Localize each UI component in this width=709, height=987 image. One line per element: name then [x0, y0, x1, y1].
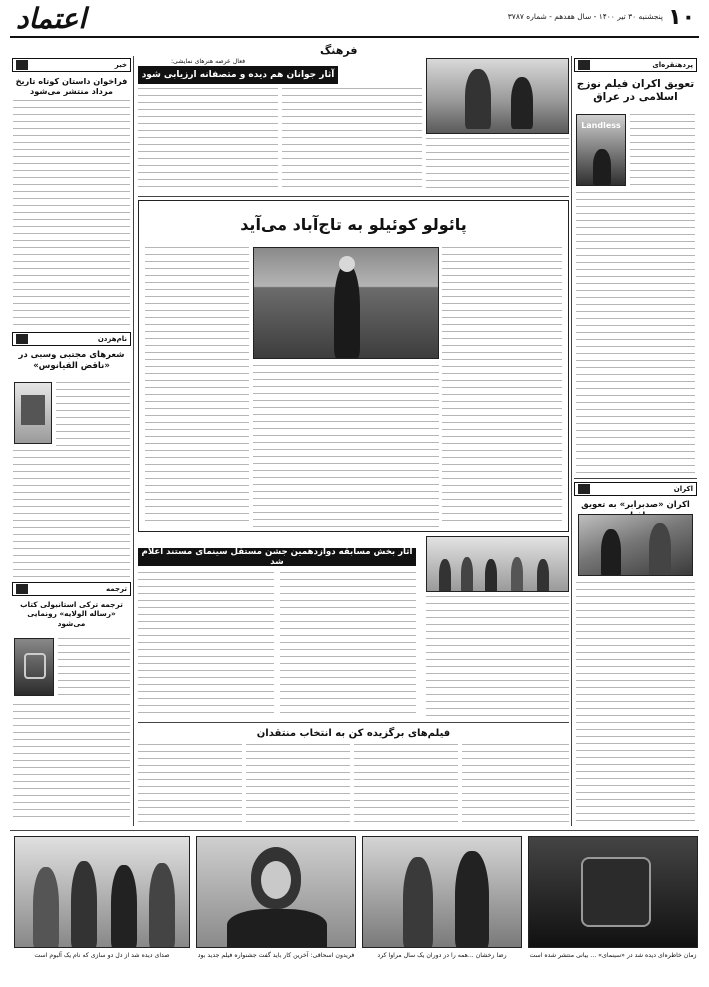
family-figure-a	[33, 867, 59, 948]
left-headline-3[interactable]: ترجمه ترکی استانبولی کتاب «رساله الولایه» رونمایی می‌شود	[20, 600, 123, 628]
festival-headline[interactable]: آثار بخش مسابقه دوازدهمین جشن مستقل سینمای مستند اعلام شد	[138, 548, 416, 566]
main-story-headline[interactable]: پائولو کوئیلو به تاج‌آباد می‌آید	[240, 215, 467, 234]
crowd-figure-c	[485, 559, 497, 592]
main-story-text-left	[145, 247, 249, 527]
main-story-text-middle	[253, 365, 439, 527]
top-story-text-b	[282, 88, 422, 188]
left-article-text-b	[56, 382, 130, 448]
book-cover-band	[21, 395, 45, 425]
films-text-b	[246, 744, 350, 822]
festival-text-c	[426, 596, 569, 716]
book-cover-poetry	[14, 382, 52, 444]
book-cover-translation	[14, 638, 54, 696]
mid-divider-2	[138, 722, 569, 723]
crowd-figure-a	[439, 559, 451, 592]
photo-figure-a	[601, 529, 621, 576]
portrait-face	[261, 861, 291, 899]
festival-photo	[426, 536, 569, 592]
woman-figure-b	[455, 851, 489, 948]
films-headline[interactable]: فیلم‌های برگزیده کن به انتخاب منتقدان	[256, 728, 451, 739]
bottom-caption-2: رضا رخشان ...همه را در دوران یک سال مراوا کرد	[377, 952, 507, 959]
section-icon-2	[578, 484, 590, 494]
cd-cover	[581, 857, 651, 927]
bottom-caption-1: زمان خاطره‌ای دیده شد در «سینمای» ... بیانی منتشر شده است	[529, 952, 697, 959]
right-article-text-a	[630, 114, 695, 188]
crowd-figure-e	[537, 559, 549, 592]
left-tag-3	[12, 582, 131, 596]
portrait-shoulders	[227, 909, 327, 948]
poster-title: Landless	[581, 121, 621, 130]
left-headline-1[interactable]: فراخوان داستان کوتاه تاریخ مرداد منتشر می‌شود	[15, 76, 128, 97]
right-headline-1[interactable]: تعویق اکران فیلم نوزج اسلامی در عراق	[576, 78, 695, 104]
actor-figure-b	[511, 77, 533, 129]
right-tag-2-label: اکران	[673, 485, 693, 493]
top-story-text-a	[138, 88, 278, 188]
family-figure-b	[71, 861, 97, 948]
left-tag-1-label: خبر	[114, 61, 127, 69]
newspaper-logo: اعتماد	[16, 2, 87, 35]
left-tag-2	[12, 332, 131, 346]
bottom-caption-4: صدای دیده شد از دل دو سازی که نام یک آلبوم است	[34, 952, 170, 959]
right-article-text-c	[576, 582, 695, 822]
sadbarabar-photo	[578, 514, 693, 576]
films-text-c	[354, 744, 458, 822]
main-story-text-right	[442, 247, 562, 527]
bottom-photo-3	[196, 836, 356, 948]
bottom-caption-3: فریدون اسحاقی: آخرین کار باید گفت جشنواره فیلم جدید بود	[197, 952, 355, 959]
paulo-coelho-photo	[253, 247, 439, 359]
book-cover-medallion	[24, 653, 46, 679]
films-text-a	[138, 744, 242, 822]
left-column	[10, 56, 134, 826]
left-tag-3-label: ترجمه	[106, 585, 127, 593]
section-title: فرهنگ	[320, 44, 358, 57]
section-icon-3	[16, 60, 28, 70]
issue-line: پنجشنبه ۳۰ تیر ۱۴۰۰ - سال هفدهم - شماره ۳۷۸۷	[507, 12, 663, 21]
right-tag-1	[574, 58, 697, 72]
bottom-strip-rule	[10, 830, 699, 831]
festival-text-b	[280, 572, 416, 716]
family-figure-d	[149, 863, 175, 948]
right-tag-1-label: پردهنقره‌ای	[652, 61, 693, 69]
left-article-text-c	[13, 450, 130, 578]
middle-column	[138, 56, 569, 826]
photo-figure-b	[649, 523, 671, 576]
actor-figure-a	[465, 69, 491, 129]
films-text-d	[462, 744, 569, 822]
right-headline-2[interactable]: اکران «صدبرابر» به تعویق	[581, 500, 690, 510]
family-figure-c	[111, 865, 137, 948]
woman-figure-a	[403, 857, 433, 948]
theatre-photo	[426, 58, 569, 134]
right-tag-2	[574, 482, 697, 496]
left-headline-2[interactable]: شعرهای مجتبی وسبی در «ناقض القیانوس»	[18, 350, 125, 371]
bottom-photo-1	[528, 836, 698, 948]
section-icon	[578, 60, 590, 70]
section-icon-4	[16, 334, 28, 344]
right-column	[571, 56, 699, 826]
masthead-rule	[10, 36, 699, 38]
bottom-photo-4	[14, 836, 190, 948]
page-number: ۱۰	[668, 5, 695, 30]
festival-text-a	[138, 572, 274, 716]
mid-divider-1	[138, 196, 569, 197]
top-story-text-c	[426, 138, 569, 188]
coelho-head	[339, 256, 355, 272]
right-divider	[574, 478, 697, 479]
left-article-text-a	[13, 100, 130, 328]
left-tag-1	[12, 58, 131, 72]
left-article-text-d	[58, 638, 130, 700]
top-story-headline[interactable]: آثار جوانان هم دیده و متصفانه ارزیابی شود	[138, 66, 338, 84]
top-story-kicker: فعال عرصه هنرهای نمایشی:	[170, 58, 246, 65]
section-icon-5	[16, 584, 28, 594]
coelho-figure	[334, 264, 360, 358]
left-tag-2-label: نام‌هزدن	[97, 335, 127, 343]
right-article-text-b	[576, 192, 695, 474]
landless-poster	[576, 114, 626, 186]
bottom-photo-2	[362, 836, 522, 948]
poster-figure	[593, 149, 611, 185]
left-article-text-e	[13, 704, 130, 822]
crowd-figure-b	[461, 557, 473, 592]
main-story-box	[138, 200, 569, 532]
crowd-figure-d	[511, 557, 523, 592]
